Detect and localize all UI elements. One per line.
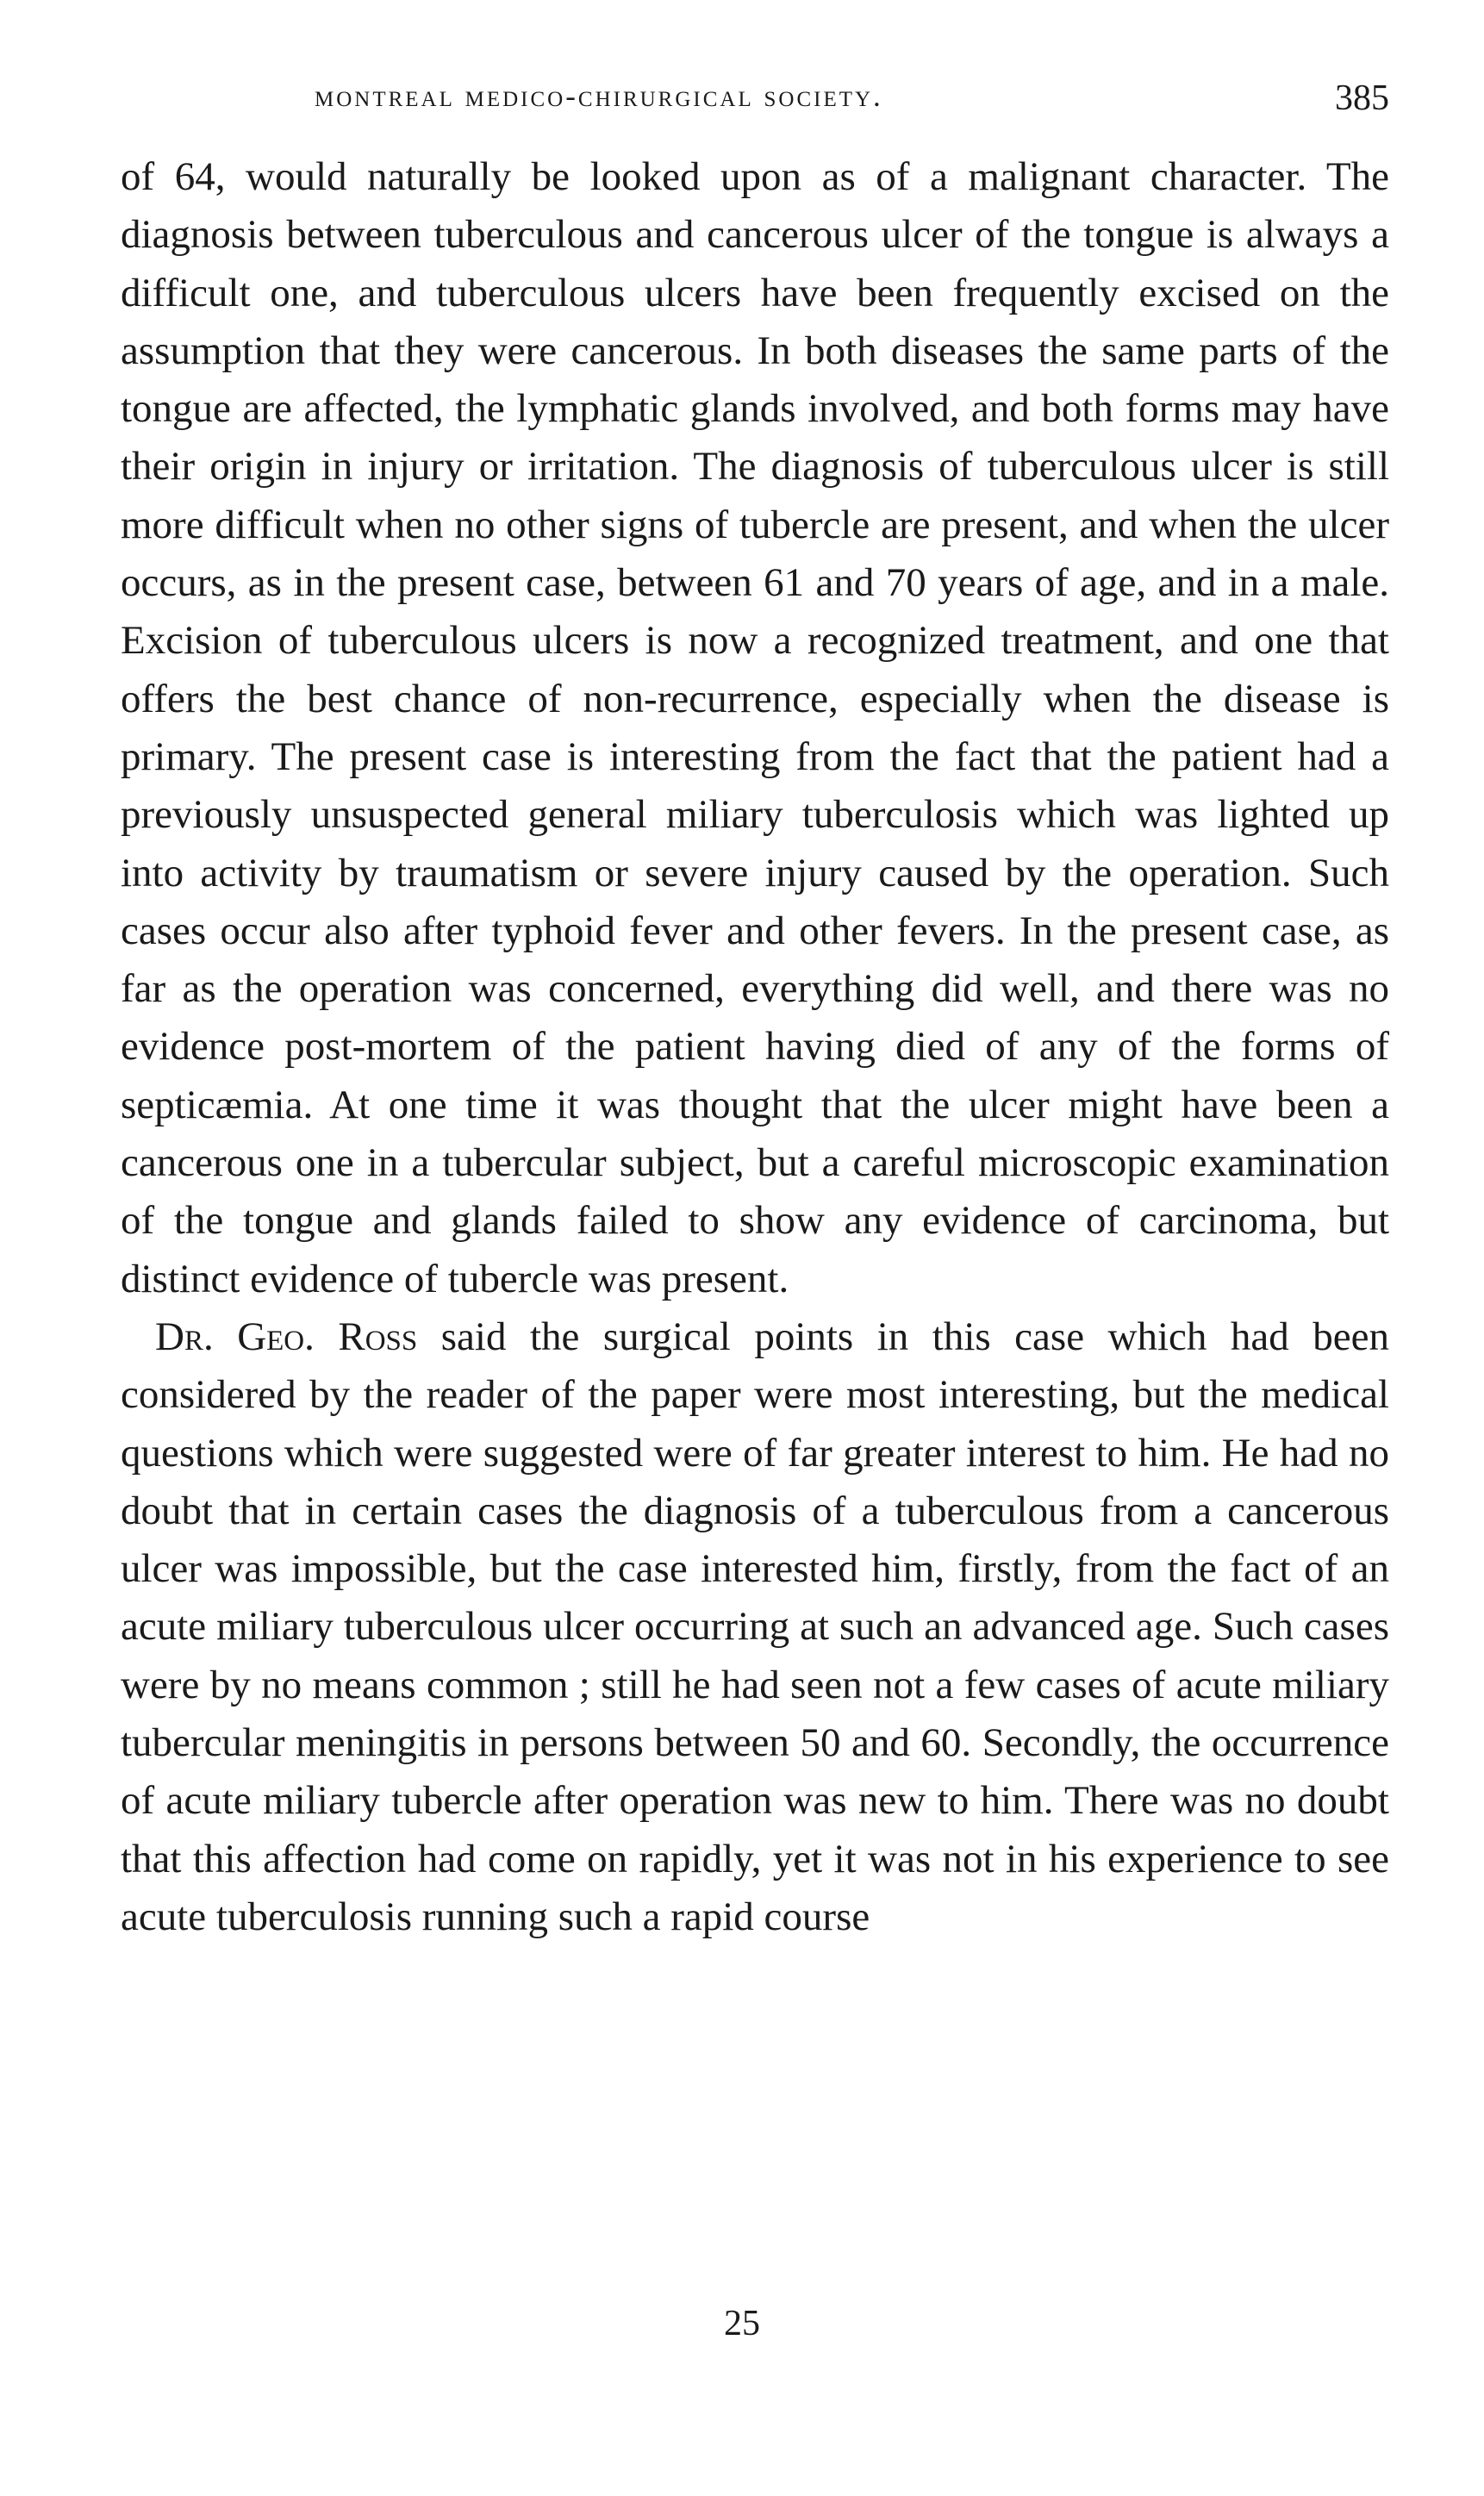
body-text [121, 148, 1389, 1946]
running-head [121, 79, 1389, 131]
page-number: 385 [1335, 78, 1389, 118]
signature-mark: 25 [724, 2304, 760, 2343]
speaker-name: Dr. Geo. Ross [155, 1314, 418, 1359]
paragraph-speaker [121, 1308, 1389, 1946]
running-title: montreal medico-chirurgical society. [315, 79, 883, 113]
paragraph-text: said the surgical points in this case which had been considered by the reader of the paper were most interesting, but the medical questions which were suggested were of far greater interest to him. He had no doubt that in certain cases the diagnosis of a tuberculous from a cancerous ulcer was impossible, but the case interested him, firstly, from the fact of an acute miliary tuberculous ulcer occurring at such an advanced age. Such cases were by no means common ; still he had seen not a few cases of acute miliary tubercular meningitis in persons between 50 and 60. Secondly, the occurrence of acute miliary tubercle after operation was new to him. There was no doubt that this affection had come on rapidly, yet it was not in his experience to see acute tuberculosis running such a rapid course [121, 1314, 1389, 1939]
paragraph-text: of 64, would naturally be looked upon as of a malignant character. The diagnosis between tuberculous and cancerous ulcer of the tongue is always a difficult one, and tuberculous ulcers have been frequently excised on the assumption that they were cancerous. In both diseases the same parts of the tongue are affected, the lymphatic glands involved, and both forms may have their origin in injury or irritation. The diagnosis of tuberculous ulcer is still more difficult when no other signs of tubercle are present, and when the ulcer occurs, as in the present case, between 61 and 70 years of age, and in a male. Excision of tuberculous ulcers is now a recognized treatment, and one that offers the best chance of non-recurrence, especially when the disease is primary. The present case is interesting from the fact that the patient had a previously unsuspected general miliary tuberculosis which was lighted up into activity by traumatism or severe injury caused by the operation. Such cases occur also after typhoid fever and other fevers. In the present case, as far as the operation was concerned, everything did well, and there was no evidence post-mortem of the patient having died of any of the forms of septicæmia. At one time it was thought that the ulcer might have been a cancerous one in a tubercular subject, but a careful microscopic examination of the tongue and glands failed to show any evidence of carcinoma, but distinct evidence of tubercle was present. [121, 154, 1389, 1301]
paragraph-continued [121, 148, 1389, 1308]
